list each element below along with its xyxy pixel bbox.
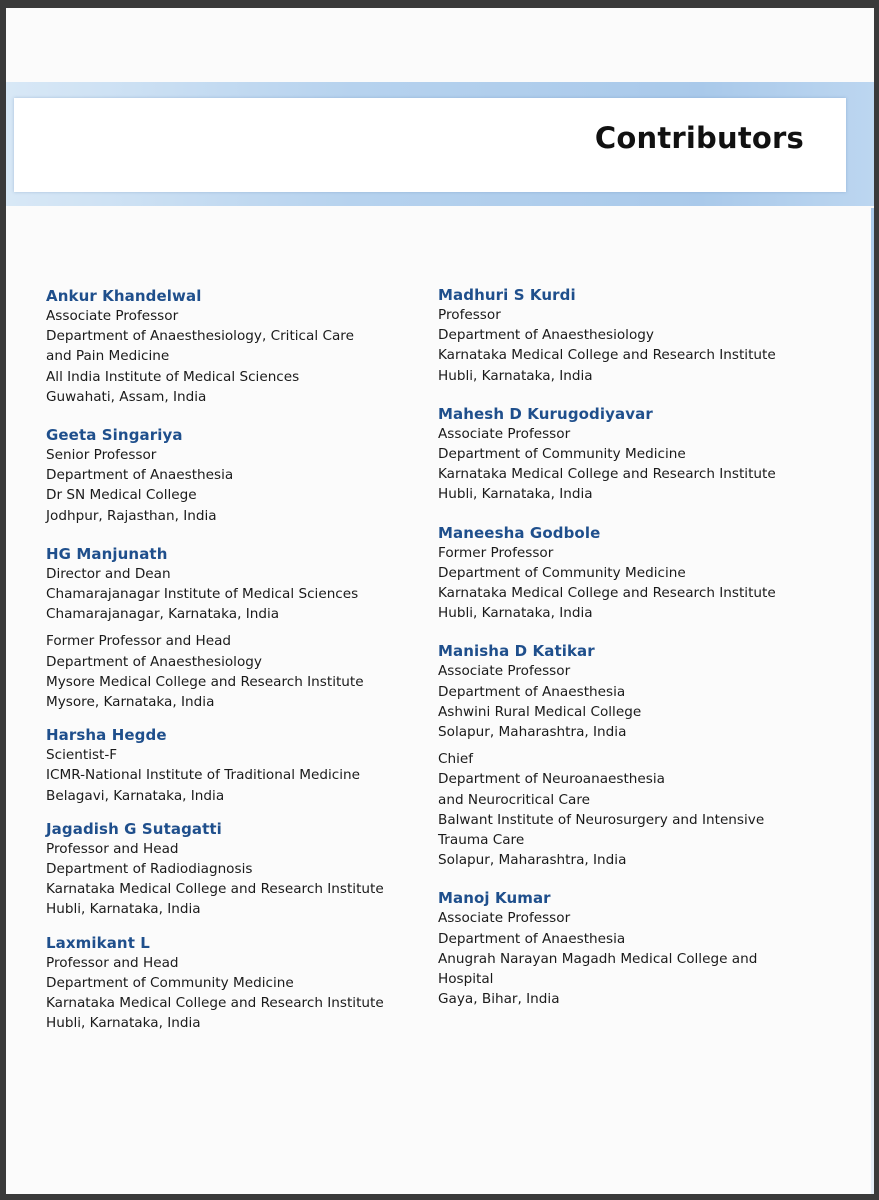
contributor-title: Associate Professor: [438, 425, 571, 442]
contributor-department: Department of Radiodiagnosis: [46, 861, 253, 878]
contributor-title: Former Professor and Head: [46, 633, 232, 650]
contributor-department: and Pain Medicine: [46, 348, 170, 365]
contributor-institution: All India Institute of Medical Sciences: [46, 368, 300, 385]
contributor-title: Chief: [438, 751, 474, 768]
page-title: Contributors: [594, 121, 804, 155]
contributor-department: Department of Community Medicine: [438, 564, 686, 581]
contributor-location: Chamarajanagar, Karnataka, India: [46, 606, 280, 623]
contributor-location: Gaya, Bihar, India: [438, 991, 560, 1008]
contributor-title: Associate Professor: [46, 308, 179, 324]
contributor-location: Hubli, Karnataka, India: [46, 1015, 201, 1032]
contributor-location: Hubli, Karnataka, India: [46, 901, 201, 918]
contributor-entry: [46, 425, 426, 526]
contributor-title: Professor and Head: [46, 954, 179, 971]
contributor-department: Department of Anaesthesia: [438, 930, 626, 947]
contributor-entry: [438, 285, 858, 386]
contributor-institution: Hospital: [438, 971, 494, 988]
contributor-entry: [438, 641, 858, 870]
contributor-location: Belagavi, Karnataka, India: [46, 787, 225, 804]
contributor-department: Department of Community Medicine: [46, 974, 294, 991]
document-page: [6, 8, 874, 1194]
contributor-title: Professor: [438, 307, 501, 323]
contributor-department: Department of Anaesthesiology: [438, 327, 654, 344]
contributor-location: Mysore, Karnataka, India: [46, 694, 215, 711]
contributor-name: HG Manjunath: [46, 544, 168, 563]
contributor-institution: Mysore Medical College and Research Institute: [46, 673, 364, 690]
contributor-institution: Ashwini Rural Medical College: [438, 703, 642, 720]
contributor-name: Ankur Khandelwal: [46, 287, 202, 305]
contributor-institution: Trauma Care: [438, 832, 525, 849]
contributor-title: Associate Professor: [438, 910, 571, 927]
contributor-department: Department of Anaesthesia: [46, 467, 234, 484]
contributor-name: Mahesh D Kurugodiyavar: [438, 404, 653, 423]
contributor-institution: Dr SN Medical College: [46, 487, 197, 504]
contributor-entry: [46, 286, 426, 407]
contributor-entry: [46, 725, 426, 806]
contributor-institution: Karnataka Medical College and Research Institute: [438, 585, 776, 602]
contributor-department: Department of Anaesthesiology: [46, 653, 262, 670]
contributor-entry: [46, 933, 426, 1034]
contributor-institution: Karnataka Medical College and Research Institute: [46, 881, 384, 898]
contributor-department: Department of Community Medicine: [438, 446, 686, 463]
contributor-name: Harsha Hegde: [46, 726, 167, 745]
contributor-title: Scientist-F: [46, 747, 118, 764]
contributor-name: Jagadish G Sutagatti: [46, 819, 222, 838]
contributor-location: Hubli, Karnataka, India: [438, 367, 593, 384]
contributor-location: Jodhpur, Rajasthan, India: [46, 507, 217, 524]
contributor-title: Associate Professor: [438, 663, 571, 680]
contributor-entry: [438, 523, 858, 624]
contributor-institution: Karnataka Medical College and Research Institute: [438, 347, 776, 364]
contributor-name: Maneesha Godbole: [438, 523, 601, 542]
contributor-name: Manisha D Katikar: [438, 642, 595, 661]
contributor-location: Guwahati, Assam, India: [46, 388, 207, 405]
contributors-right-column: [438, 285, 858, 1009]
contributor-name: Geeta Singariya: [46, 426, 183, 445]
contributor-institution: Balwant Institute of Neurosurgery and Intensive: [438, 811, 765, 828]
contributor-title: Former Professor: [438, 544, 554, 561]
contributor-department: and Neurocritical Care: [438, 791, 590, 808]
contributor-entry: [438, 404, 858, 505]
contributor-department: Department of Anaesthesiology, Critical Care: [46, 328, 354, 345]
contributor-institution: Chamarajanagar Institute of Medical Sciences: [46, 586, 359, 603]
contributor-location: Hubli, Karnataka, India: [438, 486, 593, 503]
contributor-location: Solapur, Maharashtra, India: [438, 724, 627, 741]
contributor-title: Professor and Head: [46, 840, 179, 857]
contributor-title: Senior Professor: [46, 447, 157, 464]
contributor-department: Department of Neuroanaesthesia: [438, 771, 665, 788]
contributor-department: Department of Anaesthesia: [438, 683, 626, 700]
contributor-name: Madhuri S Kurdi: [438, 286, 576, 304]
contributor-entry: [46, 544, 426, 712]
contributor-location: Hubli, Karnataka, India: [438, 605, 593, 622]
contributor-name: Manoj Kumar: [438, 889, 551, 908]
contributor-institution: Karnataka Medical College and Research Institute: [438, 466, 776, 483]
contributor-title: Director and Dean: [46, 565, 171, 582]
contributor-institution: Karnataka Medical College and Research Institute: [46, 995, 384, 1012]
page-edge-accent: [871, 208, 874, 1194]
contributor-entry: [438, 888, 858, 1009]
contributor-location: Solapur, Maharashtra, India: [438, 852, 627, 869]
contributors-left-column: [46, 286, 426, 1033]
contributor-entry: [46, 819, 426, 920]
contributor-institution: Anugrah Narayan Magadh Medical College and: [438, 950, 758, 967]
contributor-institution: ICMR-National Institute of Traditional Medicine: [46, 767, 361, 784]
contributor-name: Laxmikant L: [46, 933, 150, 952]
